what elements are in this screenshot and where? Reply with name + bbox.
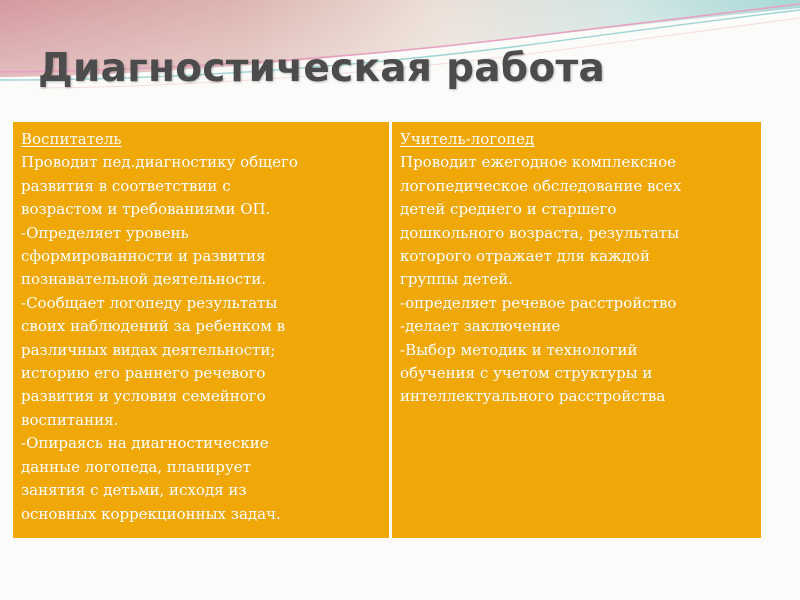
speech-therapist-column [392,122,761,538]
educator-text-line: Проводит пед.диагностику общего [21,153,298,172]
educator-text-line: основных коррекционных задач. [21,504,281,523]
speech-therapist-text-line: логопедическое обследование всех [400,176,682,195]
speech-therapist-text-line: -Выбор методик и технологий [400,340,638,359]
educator-text-line: возрастом и требованиями ОП. [21,200,271,219]
speech-therapist-text-line: которого отражает для каждой [400,247,650,266]
educator-column [13,122,389,538]
educator-text-line: своих наблюдений за ребенком в [21,317,286,336]
educator-text-line: познавательной деятельности. [21,270,267,289]
speech-therapist-text-line: -делает заключение [400,317,561,336]
educator-text-line: развития и условия семейного [21,387,266,406]
educator-text-line: -Сообщает логопеду результаты [21,293,278,312]
speech-therapist-text-line: обучения с учетом структуры и [400,364,653,383]
speech-therapist-text-line: -определяет речевое расстройство [400,293,677,312]
educator-text-line: сформированности и развития [21,247,266,266]
educator-text-line: историю его раннего речевого [21,364,266,383]
roles-comparison-table [13,122,761,538]
speech-therapist-text-line: дошкольного возраста, результаты [400,223,680,242]
speech-therapist-heading: Учитель-логопед [400,130,535,148]
slide-title: Диагностическая работа [38,46,606,91]
educator-text-line: различных видах деятельности; [21,340,276,359]
educator-text-line: занятия с детьми, исходя из [21,481,247,500]
speech-therapist-text-line: Проводит ежегодное комплексное [400,153,676,172]
speech-therapist-text-line: группы детей. [400,270,514,289]
educator-text-line: воспитания. [21,410,119,429]
speech-therapist-text-line: интеллектуального расстройства [400,387,666,406]
educator-text-line: -Определяет уровень [21,223,189,242]
educator-text-line: развития в соответствии с [21,176,231,195]
educator-text-line: -Опираясь на диагностические [21,434,269,453]
speech-therapist-text-line: детей среднего и старшего [400,200,617,219]
educator-text-line: данные логопеда, планирует [21,457,251,476]
educator-heading: Воспитатель [21,130,122,148]
